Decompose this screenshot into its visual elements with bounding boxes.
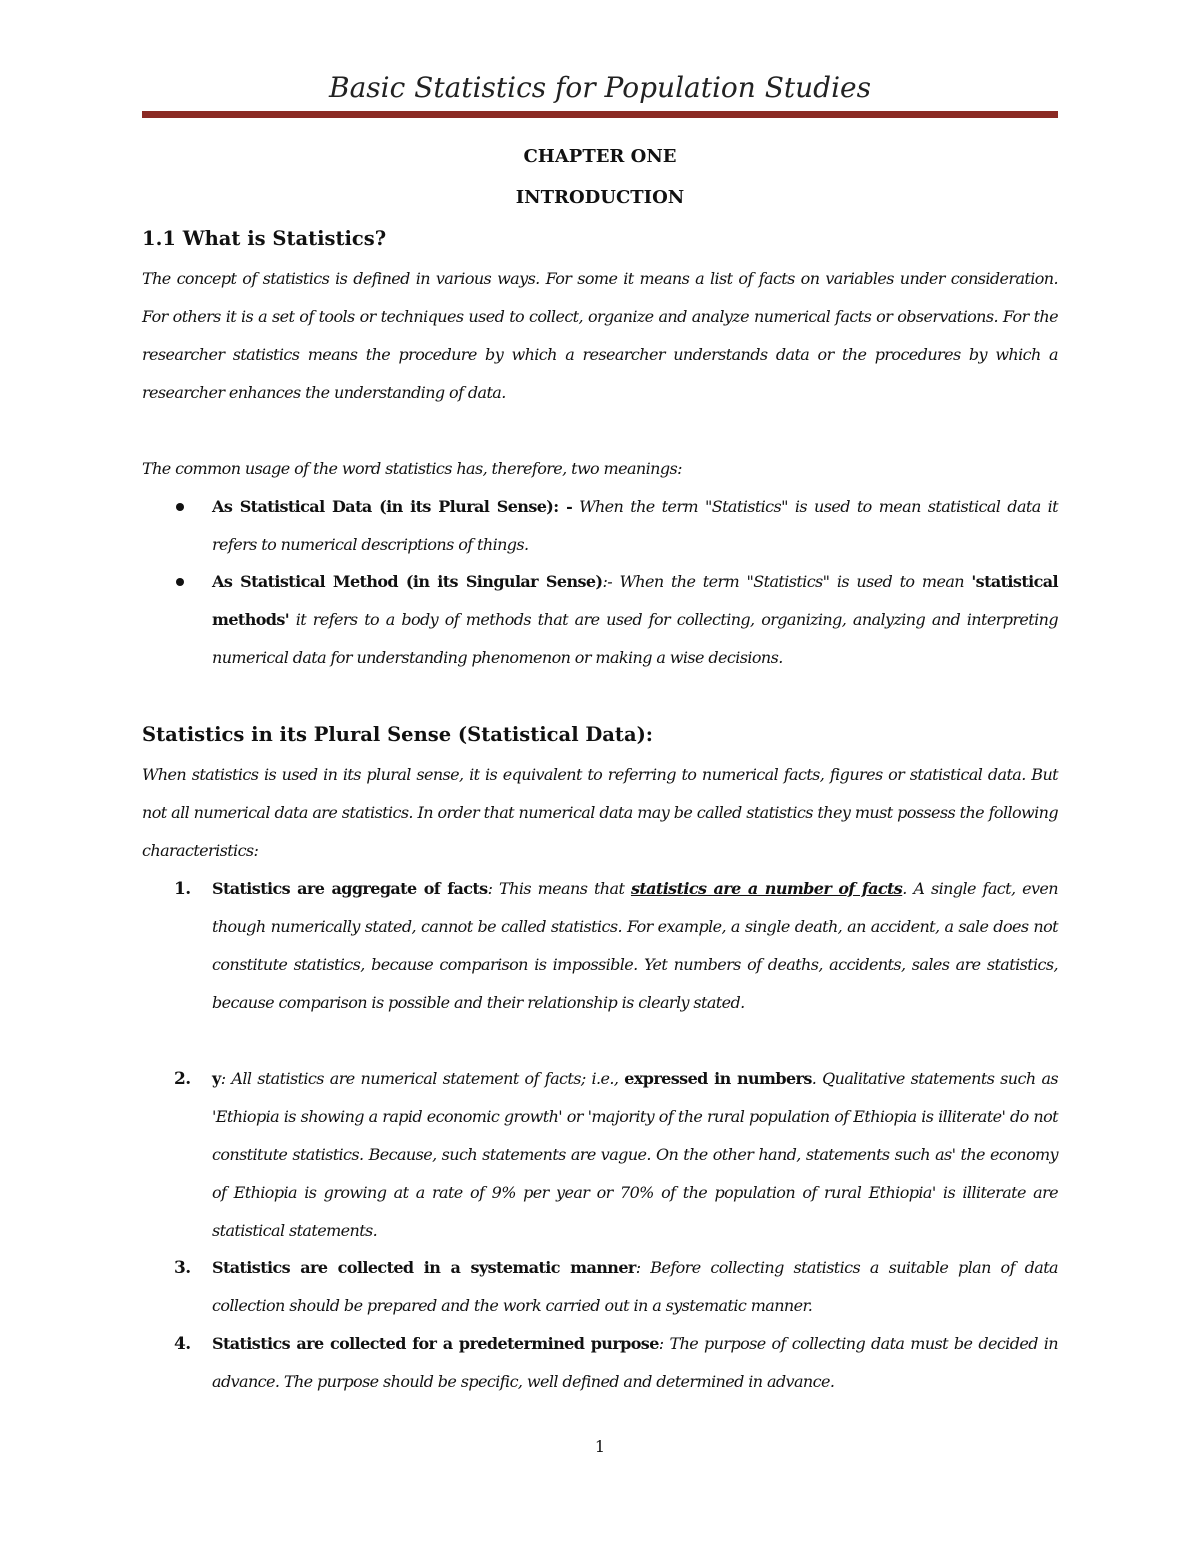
page-number: 1 — [594, 1437, 606, 1456]
item-text: : Before collecting statistics a suitable plan of data collection should be prepared and the work carried out in a systematic manner. — [212, 1258, 1058, 1315]
document-page — [142, 0, 1058, 1553]
header-rule — [142, 111, 1058, 118]
two-meanings-lead: The common usage of the word statistics has, therefore, two meanings: — [142, 459, 682, 478]
chapter-title: INTRODUCTION — [515, 187, 685, 208]
bullet-dot — [176, 578, 184, 586]
item-term: Statistics are collected in a systematic manner — [212, 1258, 636, 1277]
running-header: Basic Statistics for Population Studies — [329, 71, 871, 104]
bullet-text: When the term "Statistics" is used to mean statistical data it refers to numerical descriptions of things. — [212, 497, 1059, 554]
item-term: Statistics are collected for a predetermined purpose — [212, 1334, 659, 1353]
item-underlined-phrase: statistics are a number of facts — [630, 879, 903, 898]
item-text: : The purpose of collecting data must be decided in advance. The purpose should be specific, well defined and determined in advance. — [212, 1334, 1058, 1391]
plural-sense-paragraph: When statistics is used in its plural sense, it is equivalent to referring to numerical facts, figures or statistical data. But not all numerical data are statistics. In order that numerical data may be called statistics they must possess the following characteristics: — [142, 765, 1058, 860]
item-term: y — [212, 1069, 221, 1088]
item-number: 4. — [174, 1334, 191, 1354]
characteristic-item-4 — [174, 1325, 1058, 1401]
bullet-item-singular-sense — [212, 563, 1058, 677]
item-term: Statistics are aggregate of facts — [212, 879, 488, 898]
item-number: 2. — [174, 1069, 191, 1089]
item-text: : All statistics are numerical statement of facts; i.e., — [220, 1069, 625, 1088]
bullet-term: As Statistical Data (in its Plural Sense): - — [212, 497, 573, 516]
bullet-dot — [176, 503, 184, 511]
bullet-emphasis: 'statistical methods' — [212, 572, 1058, 629]
item-text: : This means that — [487, 879, 631, 898]
bullet-text: it refers to a body of methods that are used for collecting, organizing, analyzing and interpreting numerical data for understanding phenomenon or making a wise decisions. — [212, 610, 1058, 667]
bullet-item-plural-sense — [212, 488, 1058, 564]
characteristic-item-2 — [174, 1060, 1058, 1250]
characteristic-item-1 — [174, 870, 1058, 1022]
item-emphasis: expressed in numbers — [624, 1069, 812, 1088]
section-heading-what-is-statistics: 1.1 What is Statistics? — [142, 227, 387, 250]
chapter-label: CHAPTER ONE — [523, 146, 677, 167]
item-number: 3. — [174, 1258, 191, 1278]
section-heading-plural-sense: Statistics in its Plural Sense (Statistical Data): — [142, 723, 653, 746]
definition-paragraph: The concept of statistics is defined in various ways. For some it means a list of facts on variables under consideration. For others it is a set of tools or techniques used to collect, organize and analyze numerical facts or observations. For the researcher statistics means the procedure by which a researcher understands data or the procedures by which a researcher enhances the understanding of data. — [142, 269, 1058, 402]
item-text: . A single fact, even though numerically stated, cannot be called statistics. For example, a single death, an accident, a sale does not constitute statistics, because comparison is impossible. Yet numbers of deaths, accidents, sales are statistics, because comparison is possible and their relationship is clearly stated. — [212, 879, 1058, 1012]
item-text: . Qualitative statements such as 'Ethiopia is showing a rapid economic growth' or 'majority of the rural population of Ethiopia is illiterate' do not constitute statistics. Because, such statements are vague. On the other hand, statements such as' the economy of Ethiopia is growing at a rate of 9% per year or 70% of the population of rural Ethiopia' is illiterate are statistical statements. — [212, 1069, 1058, 1240]
characteristic-item-3 — [174, 1249, 1058, 1325]
bullet-text: :- When the term "Statistics" is used to mean — [602, 572, 972, 591]
bullet-term: As Statistical Method (in its Singular Sense) — [212, 572, 603, 591]
item-number: 1. — [174, 879, 191, 899]
